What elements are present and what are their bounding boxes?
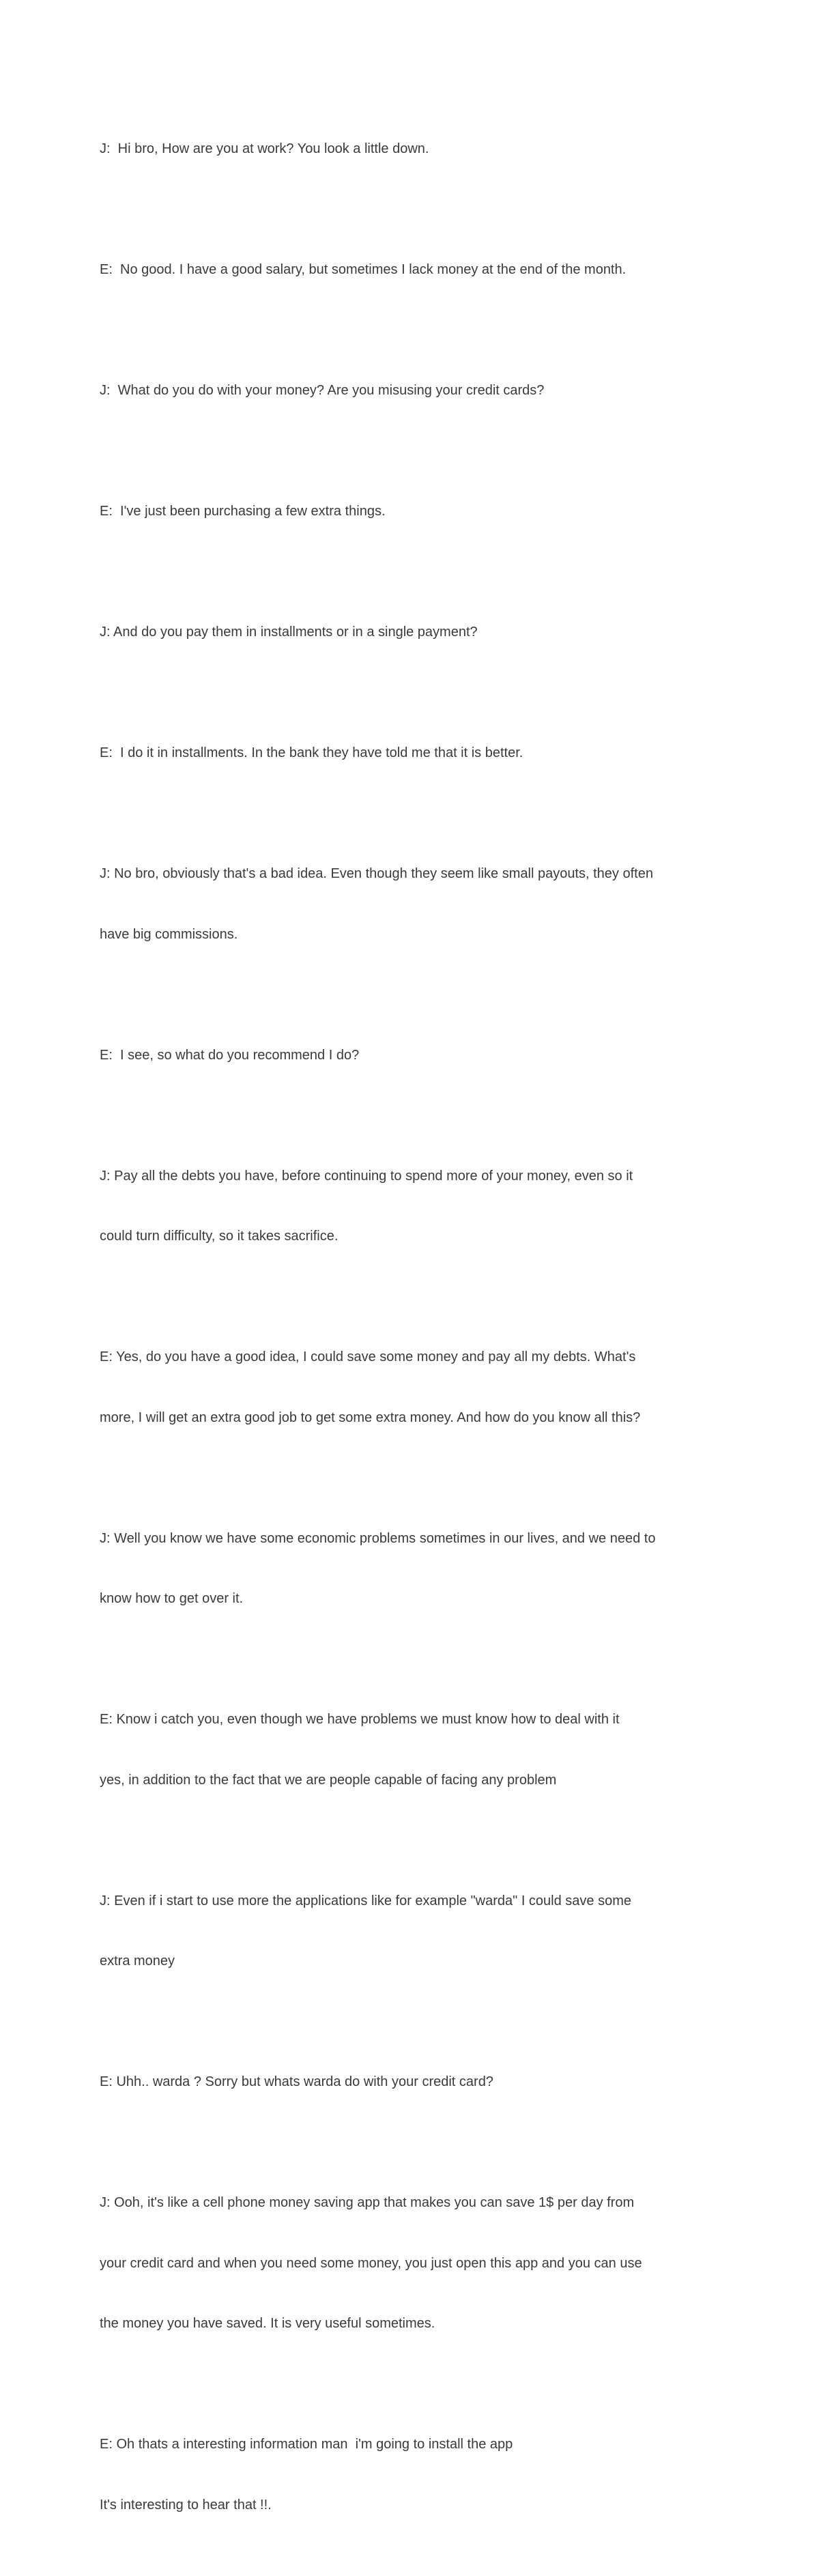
line-text: E: Yes, do you have a good idea, I could save some money and pay all my debts. What's <box>100 1349 636 1364</box>
dialogue-line <box>100 2032 728 2133</box>
line-text: E: I do it in installments. In the bank they have told me that it is better. <box>100 745 523 760</box>
line-text: It's interesting to hear that !!. <box>100 2497 272 2513</box>
dialogue-line <box>100 1307 728 1468</box>
dialogue-line <box>100 824 728 985</box>
line-text: E: I've just been purchasing a few extra things. <box>100 504 386 519</box>
line-text: have big commissions. <box>100 926 238 942</box>
dialogue-line <box>100 1670 728 1831</box>
line-text: E: Know i catch you, even though we have problems we must know how to deal with it <box>100 1712 620 1727</box>
line-text: more, I will get an extra good job to get some extra money. And how do you know all this? <box>100 1409 641 1425</box>
dialogue-line <box>100 2394 728 2556</box>
dialogue-line <box>100 461 728 562</box>
dialogue-line <box>100 1851 728 2012</box>
dialogue-line <box>100 2153 728 2375</box>
line-text: yes, in addition to the fact that we are people capable of facing any problem <box>100 1772 557 1788</box>
line-text: the money you have saved. It is very useful sometimes. <box>100 2316 435 2331</box>
dialogue-line <box>100 1489 728 1650</box>
line-text: J: What do you do with your money? Are you misusing your credit cards? <box>100 383 545 398</box>
line-text: E: No good. I have a good salary, but sometimes I lack money at the end of the month. <box>100 262 627 277</box>
line-text: J: No bro, obviously that's a bad idea. Even though they seem like small payouts, they often <box>100 866 653 881</box>
dialogue-text <box>100 99 728 2576</box>
dialogue-line <box>100 341 728 442</box>
dialogue-line <box>100 1126 728 1287</box>
line-text: E: I see, so what do you recommend I do? <box>100 1047 360 1063</box>
line-text: E: Uhh.. warda ? Sorry but whats warda do with your credit card? <box>100 2074 493 2089</box>
dialogue-line <box>100 220 728 321</box>
line-text: J: Well you know we have some economic problems sometimes in our lives, and we need to <box>100 1530 656 1546</box>
line-text: could turn difficulty, so it takes sacrifice. <box>100 1229 339 1244</box>
line-text: J: Hi bro, How are you at work? You look a little down. <box>100 141 429 156</box>
dialogue-line <box>100 582 728 683</box>
line-text: J: Ooh, it's like a cell phone money saving app that makes you can save 1$ per day from <box>100 2195 635 2210</box>
dialogue-line <box>100 99 728 200</box>
line-text: J: Even if i start to use more the applications like for example "warda" I could save some <box>100 1893 632 1908</box>
line-text: extra money <box>100 1954 175 1969</box>
dialogue-line <box>100 1005 728 1106</box>
line-text: your credit card and when you need some money, you just open this app and you can use <box>100 2255 642 2271</box>
line-text: E: Oh thats a interesting information man i'm going to install the app <box>100 2437 513 2452</box>
line-text: know how to get over it. <box>100 1591 244 1606</box>
dialogue-line <box>100 703 728 804</box>
line-text: J: Pay all the debts you have, before continuing to spend more of your money, even so it <box>100 1168 633 1184</box>
line-text: J: And do you pay them in installments or in a single payment? <box>100 625 478 640</box>
